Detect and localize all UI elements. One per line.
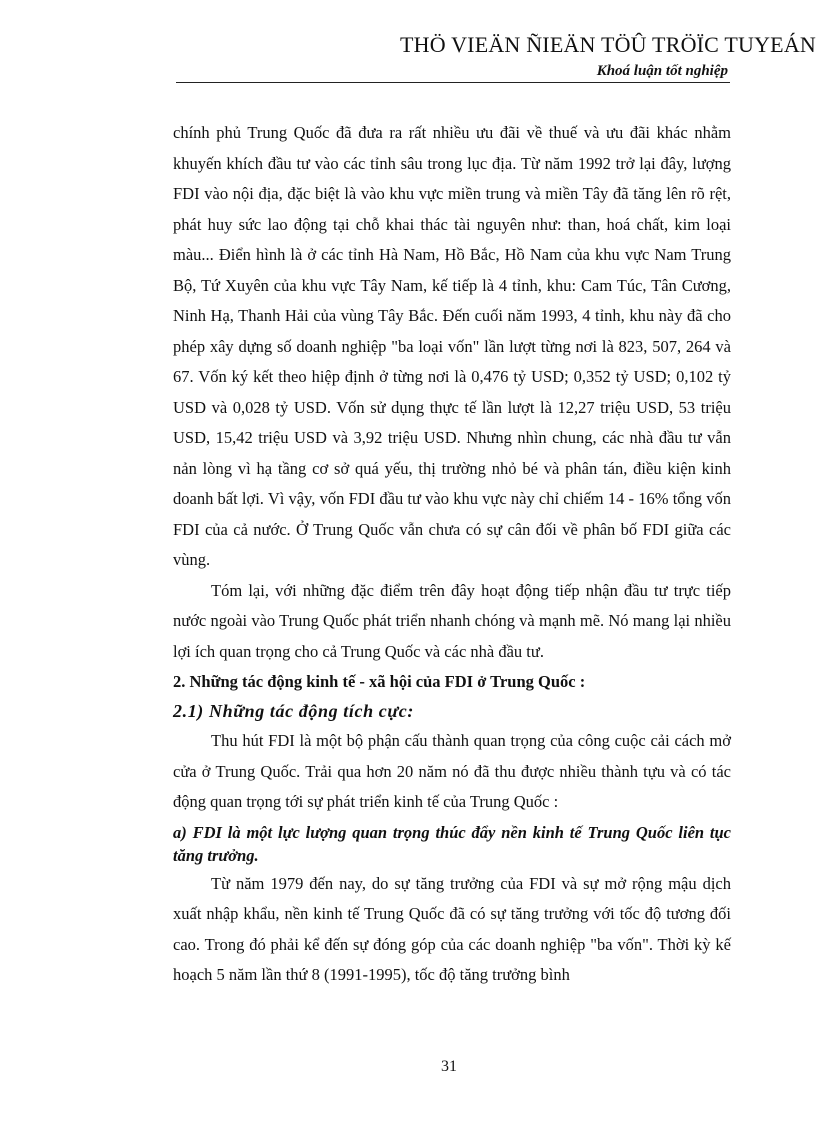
- paragraph-1: chính phủ Trung Quốc đã đưa ra rất nhiều ưu đãi về thuế và ưu đãi khác nhằm khuyến khích đầu tư vào các tỉnh sâu trong lục địa. Từ năm 1992 trở lại đây, lượng FDI vào nội địa, đặc biệt là vào khu vực miền trung và miền Tây đã tăng lên rõ rệt, phát huy sức lao động tại chỗ khai thác tài nguyên như: than, hoá chất, kim loại màu... Điển hình là ở các tỉnh Hà Nam, Hồ Bắc, Hồ Nam của khu vực Nam Trung Bộ, Tứ Xuyên của khu vực Tây Nam, kế tiếp là 4 tỉnh, khu: Cam Túc, Tân Cương, Ninh Hạ, Thanh Hải của vùng Tây Bắc. Đến cuối năm 1993, 4 tỉnh, khu này đã cho phép xây dựng số doanh nghiệp "ba loại vốn" lần lượt từng nơi là 823, 507, 264 và 67. Vốn ký kết theo hiệp định ở từng nơi là 0,476 tỷ USD; 0,352 tỷ USD; 0,102 tỷ USD và 0,028 tỷ USD. Vốn sử dụng thực tế lần lượt là 12,27 triệu USD, 53 triệu USD, 15,42 triệu USD và 3,92 triệu USD. Nhưng nhìn chung, các nhà đầu tư vẫn nản lòng vì hạ tầng cơ sở quá yếu, thị trường nhỏ bé và phân tán, điều kiện kinh doanh bất lợi. Vì vậy, vốn FDI đầu tư vào khu vực này chỉ chiếm 14 - 16% tổng vốn FDI của cả nước. Ở Trung Quốc vẫn chưa có sự cân đối về phân bố FDI giữa các vùng.: [173, 123, 731, 569]
- page-number: 31: [441, 1058, 457, 1075]
- header-title: THÖ VIEÄN ÑIEÄN TÖÛ TRÖÏC TUYEÁN: [399, 32, 816, 57]
- paragraph-3: Thu hút FDI là một bộ phận cấu thành quan trọng của công cuộc cải cách mở cửa ở Trung Quốc. Trải qua hơn 20 năm nó đã thu được nhiều thành tựu và có tác động quan trọng tới sự phát triển kinh tế của Trung Quốc :: [173, 731, 731, 811]
- paragraph-2: Tóm lại, với những đặc điểm trên đây hoạt động tiếp nhận đầu tư trực tiếp nước ngoài vào Trung Quốc phát triển nhanh chóng và mạnh mẽ. Nó mang lại nhiều lợi ích quan trọng cho cả Trung Quốc và các nhà đầu tư.: [173, 580, 731, 661]
- section-heading-a: a) FDI là một lực lượng quan trọng thúc đẩy nền kinh tế Trung Quốc liên tục tăng trưởng.: [173, 822, 731, 865]
- page-content: [173, 118, 731, 991]
- header-subtitle: Khoá luận tốt nghiệp: [596, 63, 728, 79]
- section-heading-2: 2. Những tác động kinh tế - xã hội của FDI ở Trung Quốc :: [173, 672, 586, 691]
- paragraph-4: Từ năm 1979 đến nay, do sự tăng trưởng của FDI và sự mở rộng mậu dịch xuất nhập khẩu, nền kinh tế Trung Quốc đã có sự tăng trưởng với tốc độ tương đối cao. Trong đó phải kể đến sự đóng góp của các doanh nghiệp "ba vốn". Thời kỳ kế hoạch 5 năm lần thứ 8 (1991-1995), tốc độ tăng trưởng bình: [173, 873, 731, 984]
- header-divider: [176, 82, 730, 83]
- section-heading-2-1: 2.1) Những tác động tích cực:: [173, 701, 414, 721]
